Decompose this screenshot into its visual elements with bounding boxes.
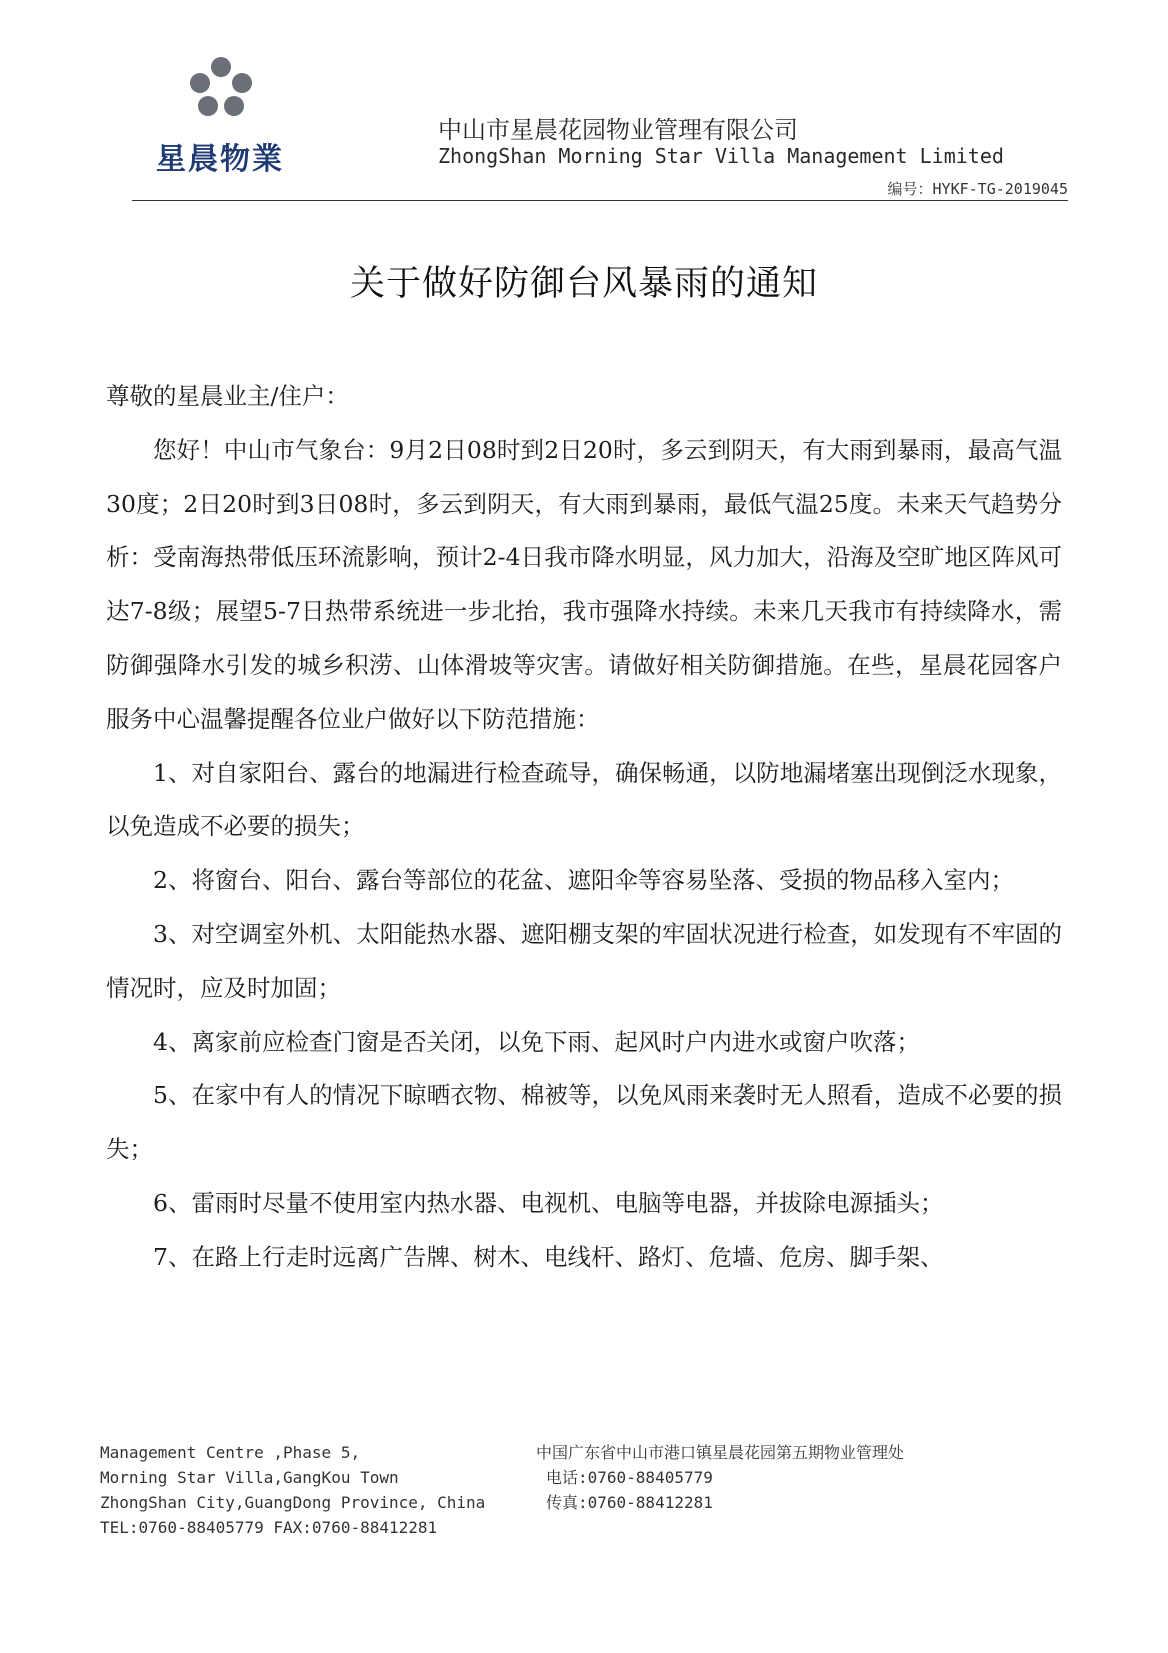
footer-address-cn-line: 中国广东省中山市港口镇星晨花园第五期物业管理处 [536,1443,905,1462]
measure-item-2: 2、将窗台、阳台、露台等部位的花盆、遮阳伞等容易坠落、受损的物品移入室内； [153,866,1014,895]
footer-address-en-line: TEL:0760-88405779 FAX:0760-88412281 [100,1518,438,1537]
footer-phone: 电话:0760-88405779 [546,1468,713,1487]
intro-paragraph: 您好！中山市气象台：9月2日08时到2日20时，多云到阴天，有大雨到暴雨，最高气温30度；2日20时到3日08时，多云到阴天，有大雨到暴雨，最低气温25度。未来天气趋势分析：受南海热带低压环流影响，预计2-4日我市降水明显，风力加大，沿海及空旷地区阵风可达7-8级；展望5-7日热带系统进一步北抬，我市强降水持续。未来几天我市有持续降水，需防御强降水引发的城乡积涝、山体滑坡等灾害。请做好相关防御措施。在些，星晨花园客户服务中心温馨提醒各位业户做好以下防范措施： [106,435,1062,733]
document-number: 编号：HYKF-TG-2019045 [887,180,1068,198]
header-divider [132,200,1068,201]
notice-title: 关于做好防御台风暴雨的通知 [349,264,818,304]
footer-address-en-line: ZhongShan City,GuangDong Province, China [100,1493,486,1512]
measure-item-3: 3、对空调室外机、太阳能热水器、遮阳棚支架的牢固状况进行检查，如发现有不牢固的情况时，应及时加固； [106,919,1062,1002]
measure-item-7: 7、在路上行走时远离广告牌、树木、电线杆、路灯、危墙、危房、脚手架、 [153,1242,944,1271]
measure-item-4: 4、离家前应检查门窗是否关闭，以免下雨、起风时户内进水或窗户吹落； [153,1027,920,1056]
footer-address-en-line: Morning Star Villa,GangKou Town [100,1468,399,1487]
company-name-en: ZhongShan Morning Star Villa Management Limited [438,144,1004,168]
logo-text: 星晨物業 [156,142,284,177]
measure-item-1: 1、对自家阳台、露台的地漏进行检查疏导，确保畅通，以防地漏堵塞出现倒泛水现象，以免造成不必要的损失； [106,758,1062,841]
footer-fax: 传真:0760-88412281 [546,1493,713,1512]
footer-address-en-line: Management Centre ,Phase 5, [100,1443,361,1462]
notice-body [106,370,1062,1285]
company-logo [140,56,300,176]
measure-item-5: 5、在家中有人的情况下晾晒衣物、棉被等，以免风雨来袭时无人照看，造成不必要的损失； [106,1081,1062,1164]
company-name-cn: 中山市星晨花园物业管理有限公司 [438,116,798,144]
footer-address-cn [536,1440,904,1515]
greeting: 尊敬的星晨业主/住户： [106,382,349,410]
five-circles-logo-icon [186,56,256,118]
footer-address-en [100,1440,485,1540]
measure-item-6: 6、雷雨时尽量不使用室内热水器、电视机、电脑等电器，并拔除电源插头； [153,1188,944,1217]
